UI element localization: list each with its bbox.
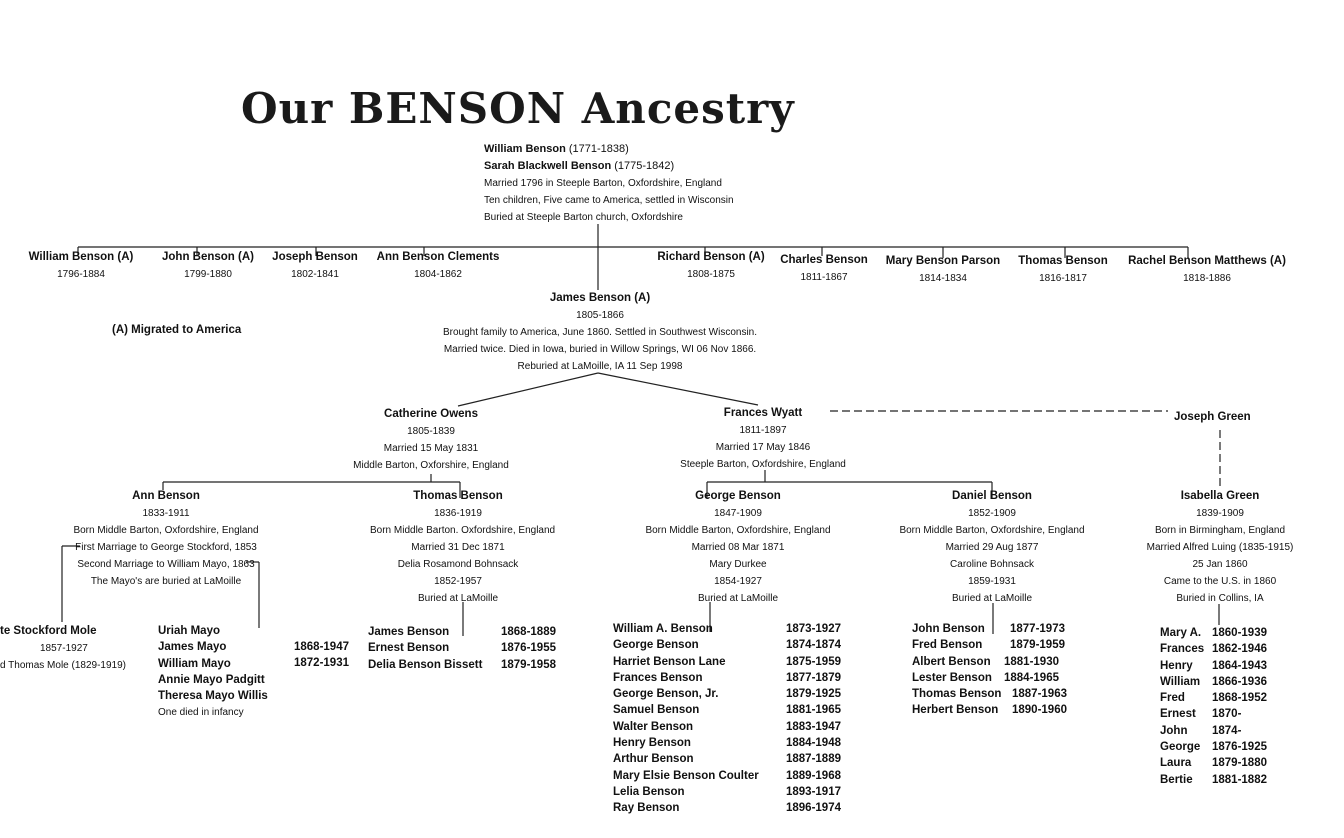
list-item — [613, 719, 841, 735]
sibling-node — [368, 249, 508, 283]
root-wife-dates: (1775-1842) — [614, 160, 675, 172]
person-name: te Stockford Mole — [0, 625, 97, 637]
sibling-node — [18, 249, 144, 283]
person-note: Came to the U.S. in 1860 — [1163, 576, 1277, 587]
child-name: Mary Elsie Benson Coulter — [613, 769, 759, 782]
list-item: James Mayo — [158, 641, 227, 654]
sibling-name: Rachel Benson Matthews (A) — [1128, 255, 1286, 267]
list-item — [368, 640, 556, 656]
child-dates: 1881-1882 — [1212, 773, 1267, 786]
thomas-benson-node — [370, 488, 556, 607]
list-item — [613, 637, 841, 653]
list-item — [1160, 674, 1267, 690]
child-name: Henry Benson — [613, 737, 691, 750]
mayo-note: One died in infancy — [158, 707, 244, 719]
person-dates: 1833-1911 — [142, 508, 190, 519]
person-note: Born Middle Barton, Oxfordshire, England — [899, 525, 1085, 536]
child-dates: 1884-1965 — [1004, 671, 1059, 684]
child-dates: 1887-1963 — [1012, 688, 1067, 701]
child-name: William A. Benson — [613, 623, 713, 635]
person-note: Steeple Barton, Oxfordshire, England — [680, 459, 846, 470]
sibling-name: Thomas Benson — [1018, 255, 1108, 267]
child-dates: 1887-1889 — [786, 753, 841, 766]
child-name: James Benson — [368, 626, 450, 638]
person-name: George Benson — [695, 490, 781, 502]
child-dates: 1868-1889 — [501, 626, 556, 638]
person-dates: 1805-1839 — [407, 426, 455, 437]
list-item — [613, 670, 841, 686]
child-name: John — [1160, 724, 1188, 737]
person-name: Isabella Green — [1180, 490, 1260, 502]
child-dates: 1874-1874 — [786, 639, 841, 652]
list-item — [613, 686, 841, 702]
child-dates: 1875-1959 — [786, 655, 841, 668]
person-name: Thomas Benson — [413, 490, 503, 502]
person-name: Daniel Benson — [952, 490, 1032, 502]
mayo-children-list — [158, 623, 268, 721]
child-name: Arthur Benson — [613, 753, 694, 766]
person-dates: 1839-1909 — [1196, 508, 1244, 519]
isabella-children-list — [1160, 625, 1267, 788]
root-note: Ten children, Five came to America, settled in Wisconsin — [484, 195, 734, 206]
child-name: Bertie — [1160, 773, 1193, 786]
child-name: Ernest Benson — [368, 642, 450, 655]
list-item — [1160, 723, 1267, 739]
person-note: Born Middle Barton, Oxfordshire, England — [73, 525, 259, 536]
child-dates: 1876-1925 — [1212, 741, 1267, 754]
child-dates: 1873-1927 — [786, 623, 841, 635]
list-item-dates: 1872-1931 — [294, 657, 349, 670]
child-dates: 1862-1946 — [1212, 643, 1267, 656]
person-name: James Benson (A) — [549, 292, 651, 304]
sibling-node — [774, 252, 874, 286]
list-item — [613, 768, 841, 784]
daniel-benson-node — [890, 488, 1094, 607]
child-name: Lester Benson — [912, 671, 992, 684]
child-dates: 1893-1917 — [786, 785, 841, 798]
person-note: 25 Jan 1860 — [1192, 559, 1248, 570]
ann-benson-node — [60, 488, 272, 590]
person-note: Married 29 Aug 1877 — [945, 542, 1039, 553]
person-note: Brought family to America, June 1860. Settled in Southwest Wisconsin. — [442, 327, 758, 338]
child-dates: 1890-1960 — [1012, 704, 1067, 717]
root-couple-box — [484, 141, 734, 226]
person-note: The Mayo's are buried at LaMoille — [90, 576, 242, 587]
child-dates: 1881-1930 — [1004, 655, 1059, 668]
child-dates: 1877-1879 — [786, 671, 841, 684]
root-note: Married 1796 in Steeple Barton, Oxfordshire, England — [484, 178, 722, 189]
person-name: Catherine Owens — [384, 408, 478, 420]
list-item: Annie Mayo Padgitt — [158, 673, 265, 686]
child-name: Ray Benson — [613, 802, 680, 815]
person-dates: 1805-1866 — [576, 310, 624, 321]
child-dates: 1874- — [1212, 724, 1242, 737]
sibling-dates: 1818-1886 — [1183, 273, 1231, 284]
child-name: Mary A. — [1160, 627, 1202, 639]
list-item — [613, 735, 841, 751]
sibling-node — [877, 253, 1009, 287]
root-note: Buried at Steeple Barton church, Oxfordshire — [484, 212, 683, 223]
list-item — [912, 637, 1067, 653]
list-item — [368, 657, 556, 673]
child-name: George Benson, Jr. — [613, 688, 719, 701]
person-dates: 1852-1909 — [968, 508, 1016, 519]
list-item — [1160, 641, 1267, 657]
person-note: Born Middle Barton, Oxfordshire, England — [645, 525, 831, 536]
list-item: William Mayo — [158, 657, 231, 670]
child-dates: 1860-1939 — [1212, 627, 1267, 639]
child-dates: 1866-1936 — [1212, 675, 1267, 688]
person-note: 1854-1927 — [714, 576, 762, 587]
list-item — [1160, 755, 1267, 771]
child-name: Thomas Benson — [912, 688, 1002, 701]
person-note: 1852-1957 — [434, 576, 482, 587]
list-item — [1160, 658, 1267, 674]
person-name: Ann Benson — [132, 490, 200, 502]
sibling-node — [150, 249, 266, 283]
person-note: Caroline Bohnsack — [950, 559, 1034, 570]
list-item: Uriah Mayo — [158, 625, 220, 637]
legend-migrated: (A) Migrated to America — [112, 324, 242, 336]
child-name: Ernest — [1160, 708, 1196, 721]
sibling-dates: 1814-1834 — [919, 273, 967, 284]
child-name: John Benson — [912, 623, 985, 635]
list-item — [912, 686, 1067, 702]
person-name: Frances Wyatt — [723, 407, 803, 419]
list-item-dates: 1868-1947 — [294, 641, 349, 653]
sibling-name: Richard Benson (A) — [657, 251, 765, 263]
root-husband-name: William Benson — [484, 143, 566, 155]
child-dates: 1877-1973 — [1010, 623, 1065, 635]
stockford-mole-node — [0, 623, 150, 674]
isabella-green-node — [1134, 488, 1306, 607]
james-benson-node — [430, 290, 770, 375]
catherine-owens-node — [340, 406, 522, 474]
list-item — [912, 670, 1067, 686]
list-item: Theresa Mayo Willis — [158, 690, 268, 703]
child-name: Harriet Benson Lane — [613, 655, 726, 668]
person-note: Buried at LaMoille — [697, 593, 779, 604]
person-note: Middle Barton, Oxforshire, England — [353, 460, 509, 471]
child-name: Lelia Benson — [613, 785, 685, 798]
child-dates: 1868-1952 — [1212, 692, 1267, 705]
child-name: William — [1160, 675, 1201, 688]
person-note: Married 31 Dec 1871 — [411, 542, 505, 553]
child-dates: 1884-1948 — [786, 737, 841, 750]
joseph-green-node: Joseph Green — [1174, 411, 1251, 423]
person-note: Buried at LaMoille — [417, 593, 499, 604]
person-note: Married Alfred Luing (1835-1915) — [1146, 542, 1294, 553]
frances-wyatt-node — [678, 405, 848, 473]
sibling-name: Mary Benson Parson — [885, 255, 1001, 267]
sibling-node — [1012, 253, 1114, 287]
sibling-name: John Benson (A) — [162, 251, 254, 263]
thomas-children-list — [368, 624, 556, 673]
list-item — [912, 654, 1067, 670]
sibling-node — [1116, 253, 1298, 287]
child-name: Samuel Benson — [613, 704, 700, 717]
person-note: Reburied at LaMoille, IA 11 Sep 1998 — [517, 361, 683, 372]
child-dates: 1870- — [1212, 708, 1242, 721]
child-dates: 1879-1880 — [1212, 757, 1267, 770]
sibling-dates: 1804-1862 — [414, 269, 462, 280]
person-note: Married twice. Died in Iowa, buried in Willow Springs, WI 06 Nov 1866. — [443, 344, 757, 355]
mayo-dates-list — [294, 639, 349, 672]
child-name: Frances Benson — [613, 671, 703, 684]
list-item — [368, 624, 556, 640]
child-name: Laura — [1160, 757, 1192, 770]
list-item — [613, 800, 841, 816]
person-dates: 1836-1919 — [434, 508, 482, 519]
child-dates: 1889-1968 — [786, 769, 841, 782]
person-note: 1859-1931 — [968, 576, 1016, 587]
sibling-name: Charles Benson — [780, 254, 868, 266]
sibling-dates: 1796-1884 — [57, 269, 105, 280]
person-note: Married 17 May 1846 — [715, 442, 811, 453]
list-item — [1160, 690, 1267, 706]
sibling-dates: 1811-1867 — [800, 272, 848, 283]
sibling-name: Joseph Benson — [272, 251, 358, 263]
person-dates: 1857-1927 — [40, 643, 88, 654]
person-dates: 1847-1909 — [714, 508, 762, 519]
root-husband-dates: (1771-1838) — [568, 143, 629, 155]
root-wife-name: Sarah Blackwell Benson — [484, 160, 612, 172]
person-note: Married 08 Mar 1871 — [691, 542, 785, 553]
george-benson-node — [636, 488, 840, 607]
daniel-children-list — [912, 621, 1067, 719]
sibling-name: William Benson (A) — [28, 251, 134, 263]
list-item — [1160, 706, 1267, 722]
sibling-node — [266, 249, 364, 283]
list-item — [613, 654, 841, 670]
child-dates: 1879-1958 — [501, 658, 556, 671]
child-name: Delia Benson Bissett — [368, 658, 483, 671]
list-item — [613, 702, 841, 718]
child-name: Henry — [1160, 659, 1193, 672]
sibling-dates: 1802-1841 — [291, 269, 339, 280]
sibling-node — [650, 249, 772, 283]
child-name: Herbert Benson — [912, 704, 999, 717]
person-dates: 1811-1897 — [739, 425, 787, 436]
child-dates: 1876-1955 — [501, 642, 556, 655]
list-item — [613, 621, 841, 637]
child-dates: 1881-1965 — [786, 704, 841, 717]
george-children-list — [613, 621, 841, 817]
sibling-dates: 1799-1880 — [184, 269, 232, 280]
list-item — [613, 784, 841, 800]
list-item — [613, 751, 841, 767]
child-name: George Benson — [613, 639, 699, 652]
child-dates: 1879-1925 — [786, 688, 841, 701]
child-name: Frances — [1160, 643, 1205, 656]
list-item — [912, 621, 1067, 637]
child-name: Walter Benson — [613, 720, 694, 733]
list-item — [1160, 739, 1267, 755]
child-name: Albert Benson — [912, 655, 991, 668]
child-name: Fred Benson — [912, 639, 983, 652]
child-dates: 1864-1943 — [1212, 659, 1267, 672]
list-item — [912, 702, 1067, 718]
sibling-dates: 1808-1875 — [687, 269, 735, 280]
sibling-dates: 1816-1817 — [1039, 273, 1087, 284]
child-dates: 1883-1947 — [786, 720, 841, 733]
person-note: Buried at LaMoille — [951, 593, 1033, 604]
child-dates: 1879-1959 — [1010, 639, 1065, 652]
child-dates: 1896-1974 — [786, 802, 841, 815]
sibling-name: Ann Benson Clements — [376, 251, 500, 263]
child-name: George — [1160, 741, 1201, 754]
person-note: Born in Birmingham, England — [1154, 525, 1286, 536]
child-name: Fred — [1160, 692, 1185, 705]
person-note: Delia Rosamond Bohnsack — [397, 559, 519, 570]
list-item — [1160, 625, 1267, 641]
person-note: Buried in Collins, IA — [1176, 593, 1264, 604]
person-note: d Thomas Mole (1829-1919) — [0, 660, 126, 671]
person-note: Second Marriage to William Mayo, 1863 — [77, 559, 255, 570]
person-note: Married 15 May 1831 — [383, 443, 479, 454]
person-note: First Marriage to George Stockford, 1853 — [75, 542, 257, 553]
list-item — [1160, 772, 1267, 788]
person-note: Born Middle Barton. Oxfordshire, England — [370, 525, 556, 536]
person-note: Mary Durkee — [709, 559, 767, 570]
page-title: Our BENSON Ancestry — [241, 84, 795, 133]
